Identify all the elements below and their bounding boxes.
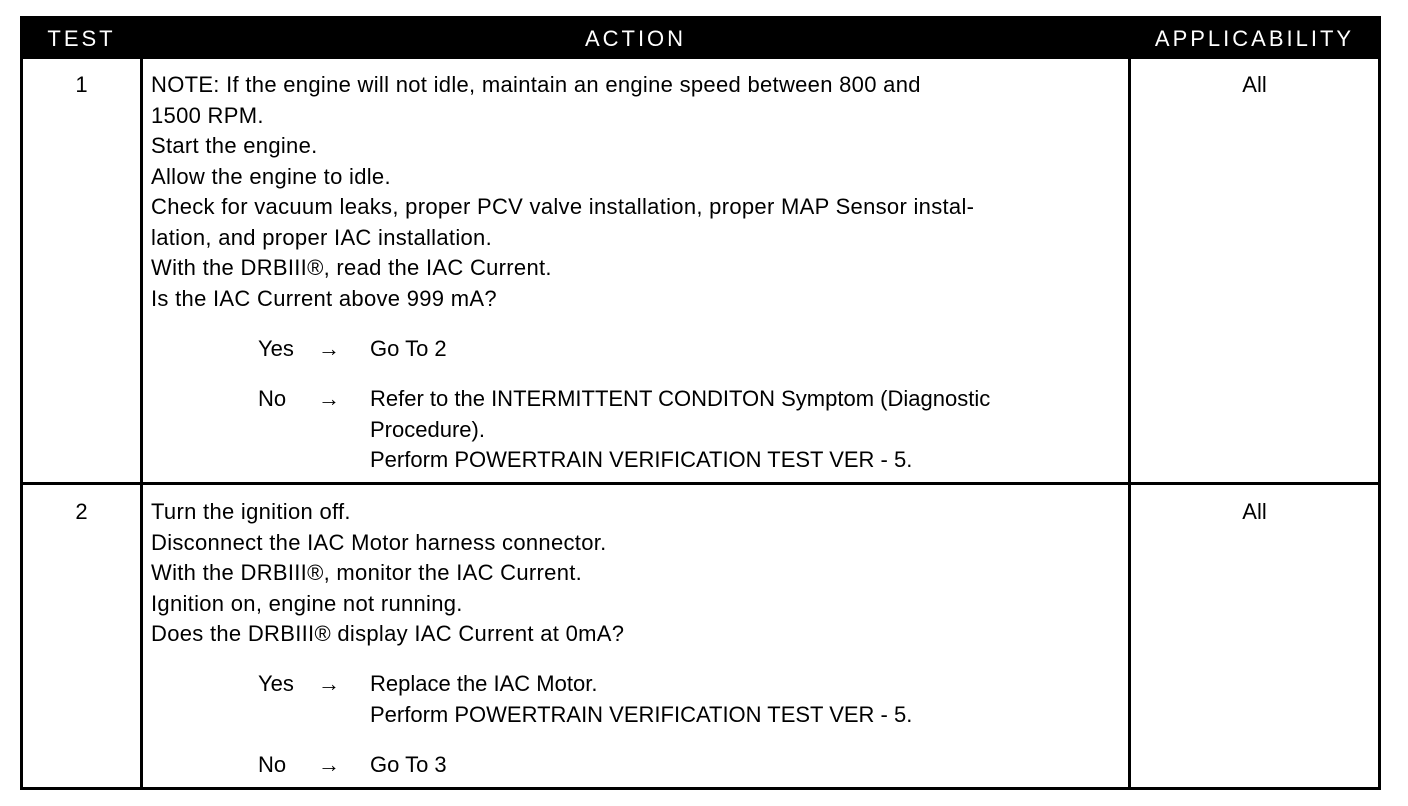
row-divider (23, 482, 1378, 485)
action-line: Check for vacuum leaks, proper PCV valve installation, proper MAP Sensor instal- (151, 194, 975, 219)
yes-text: Go To 2 (370, 336, 447, 361)
action-line: With the DRBIII®, read the IAC Current. (151, 255, 552, 280)
applicability-value: All (1242, 499, 1267, 524)
header-applicability: APPLICABILITY (1154, 26, 1355, 51)
arrow-icon: → (318, 386, 340, 411)
test-number: 1 (75, 72, 88, 97)
action-line: Disconnect the IAC Motor harness connector. (151, 529, 607, 555)
no-label: No (258, 752, 287, 777)
action-line: Is the IAC Current above 999 mA? (151, 285, 497, 311)
action-text (151, 497, 1129, 650)
action-line: Start the engine. (151, 133, 318, 158)
no-text: Refer to the INTERMITTENT CONDITON Symptom (Diagnostic (370, 386, 991, 411)
header-test: TEST (47, 26, 116, 51)
arrow-icon: → (318, 671, 340, 696)
applicability-value: All (1242, 72, 1267, 97)
yes-text: Perform POWERTRAIN VERIFICATION TEST VER - 5. (370, 701, 913, 727)
action-line: Ignition on, engine not running. (151, 590, 463, 616)
test-number: 2 (75, 499, 88, 524)
yes-text: Replace the IAC Motor. (370, 671, 598, 696)
action-line: lation, and proper IAC installation. (151, 224, 492, 250)
column-divider (140, 59, 143, 790)
yes-label: Yes (258, 336, 294, 361)
no-text: Go To 3 (370, 752, 447, 777)
arrow-icon: → (318, 752, 340, 777)
action-line: Turn the ignition off. (151, 499, 351, 524)
action-line: NOTE: If the engine will not idle, maintain an engine speed between 800 and (151, 72, 921, 97)
action-line: 1500 RPM. (151, 102, 264, 128)
diagnostic-table (20, 16, 1381, 790)
yes-label: Yes (258, 671, 294, 696)
action-line: Does the DRBIII® display IAC Current at 0mA? (151, 621, 625, 646)
no-text: Procedure). (370, 416, 485, 442)
no-label: No (258, 386, 287, 411)
action-text (151, 70, 1129, 314)
table-header (23, 19, 1378, 59)
action-line: With the DRBIII®, monitor the IAC Current. (151, 560, 583, 585)
no-text: Perform POWERTRAIN VERIFICATION TEST VER - 5. (370, 447, 913, 472)
arrow-icon: → (318, 336, 340, 361)
action-line: Allow the engine to idle. (151, 163, 391, 189)
header-action: ACTION (584, 26, 687, 51)
